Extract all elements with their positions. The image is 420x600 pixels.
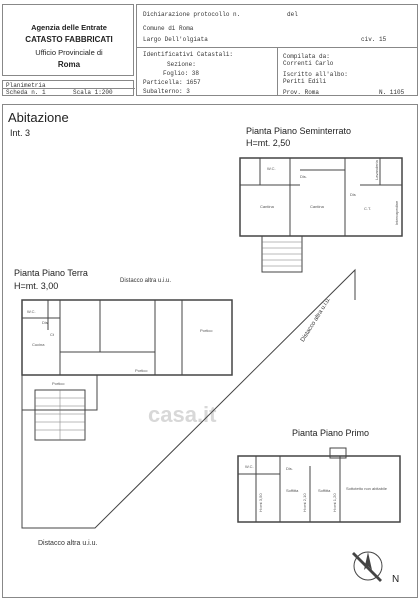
- comune-label: Comune di Roma: [143, 25, 194, 32]
- distacco-side: Distacco altra u.i.u.: [300, 296, 333, 344]
- agency-line1: Agenzia delle Entrate: [31, 23, 107, 32]
- room-label: Portico: [52, 381, 65, 386]
- dichiarazione-label: Dichiarazione protocollo n.: [143, 11, 241, 18]
- room-label: Cucina: [32, 342, 45, 347]
- planimetria-label: Planimetria: [6, 82, 46, 89]
- subalterno-label: Subalterno: 3: [143, 88, 190, 95]
- seminterrato-height: H=mt. 2,50: [246, 138, 291, 148]
- identificativi-label: Identificativi Catastali:: [143, 51, 234, 58]
- via-label: Largo Dell'olgiata: [143, 36, 208, 43]
- room-label: H=mt 1,20: [332, 493, 337, 512]
- distacco-bottom: Distacco altra u.i.u.: [38, 540, 98, 547]
- terra-title: Pianta Piano Terra: [14, 268, 88, 278]
- compilata-label: Compilata da:: [283, 53, 330, 60]
- room-label: C.T.: [364, 206, 372, 211]
- sezione-label: Sezione:: [167, 61, 196, 68]
- particella-label: Particella: 1657: [143, 79, 201, 86]
- room-label: Portico: [200, 328, 213, 333]
- seminterrato-plan: [240, 158, 402, 272]
- civ-label: civ. 15: [361, 36, 387, 43]
- albo-label: Periti Edili: [283, 78, 327, 85]
- distacco-top: Distacco altra u.i.u.: [120, 278, 172, 284]
- room-label: Soffitta: [318, 488, 331, 493]
- room-label: Intercapedine: [394, 200, 399, 225]
- room-label: Portico: [135, 368, 148, 373]
- del-label: del: [287, 11, 298, 18]
- numero-label: N. 1105: [379, 89, 405, 96]
- room-label: W.C.: [27, 309, 36, 314]
- room-label: W.C.: [267, 166, 276, 171]
- iscritto-label: Iscritto all'albo:: [283, 71, 348, 78]
- room-label: H=mt 3,50: [258, 493, 263, 512]
- primo-plan: [238, 448, 400, 522]
- room-label: W.C.: [245, 464, 254, 469]
- compilatore-name: Correnti Carlo: [283, 60, 334, 67]
- room-label: Cantina: [260, 204, 274, 209]
- scala-label: Scala 1:200: [73, 89, 113, 96]
- north-arrow-icon: [352, 552, 382, 582]
- room-label: Dis: [350, 192, 356, 197]
- primo-title: Pianta Piano Primo: [292, 428, 370, 438]
- room-label: Dis.: [42, 320, 49, 325]
- foglio-label: Foglio: 38: [163, 70, 200, 77]
- room-label: H=mt 2,10: [302, 493, 307, 512]
- watermark: casa.it: [148, 402, 217, 427]
- drawing-title: Abitazione: [8, 110, 69, 125]
- prov-label: Prov. Roma: [283, 89, 320, 96]
- terra-height: H=mt. 3,00: [14, 281, 59, 291]
- room-label: Dis.: [286, 466, 293, 471]
- agency-line2: CATASTO FABBRICATI: [25, 35, 113, 44]
- room-label: Ct: [50, 332, 54, 337]
- room-label: Sottotetto non abitabile: [346, 486, 387, 491]
- interior-number: Int. 3: [10, 128, 31, 138]
- agency-line4: Roma: [57, 60, 81, 69]
- agency-line3: Ufficio Provinciale di: [35, 48, 103, 57]
- room-label: Dis.: [300, 174, 307, 179]
- seminterrato-title: Pianta Piano Seminterrato: [246, 126, 352, 136]
- terra-plan: [22, 270, 355, 528]
- scheda-label: Scheda n. 1: [6, 89, 46, 96]
- room-label: Soffitta: [286, 488, 299, 493]
- north-label: N: [392, 574, 400, 585]
- room-label: Cantina: [310, 204, 324, 209]
- room-label: Lavanderia: [374, 160, 379, 180]
